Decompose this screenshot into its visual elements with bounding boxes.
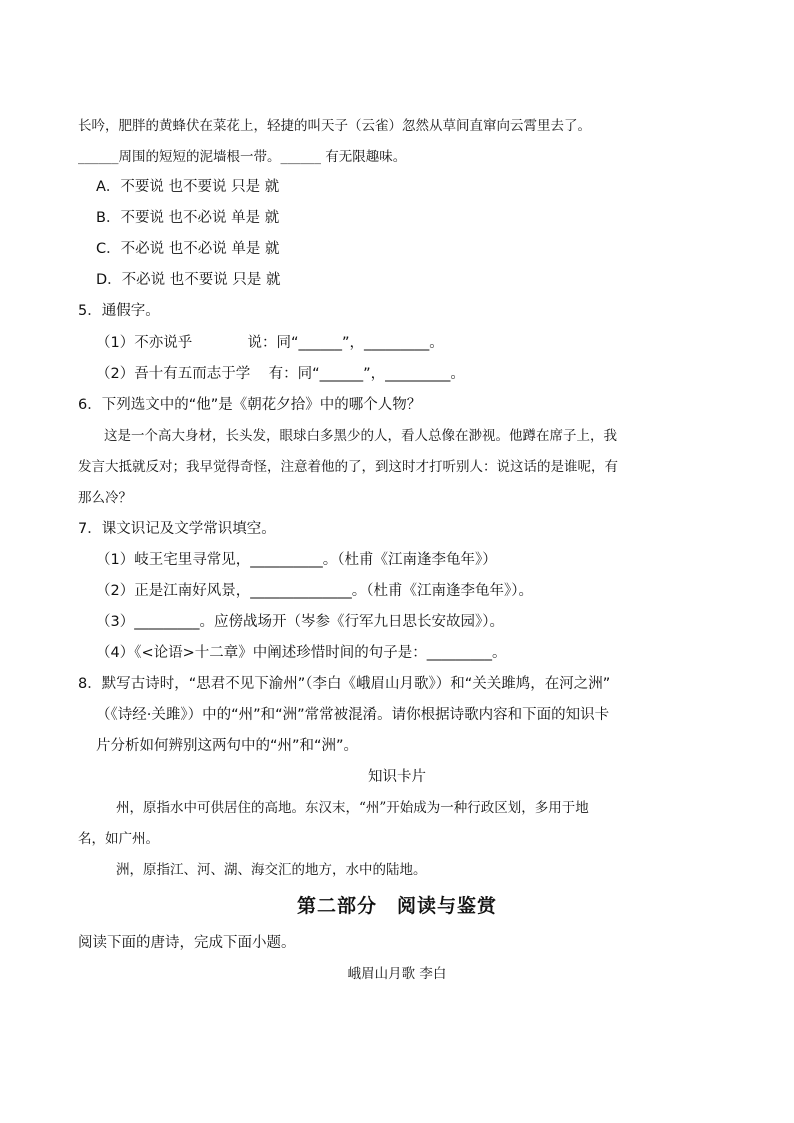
question-8-line-3: 片分析如何辨别这两句中的“州”和“洲”。 (96, 738, 359, 754)
knowledge-card-line-2: 名，如广州。 (78, 831, 159, 847)
question-8-line-2: （《诗经·关雎》）中的“州”和“洲”常常被混淆。请你根据诗歌内容和下面的知识卡 (96, 707, 610, 723)
part-2-heading: 第二部分 阅读与鉴赏 (296, 895, 497, 917)
question-5-stem: 5．通假字。 (78, 303, 160, 319)
question-7-item-1: （1）岐王宅里寻常见，__________。（杜甫《江南逢李龟年》） (96, 552, 497, 568)
question-7-item-4: （4）《<论语>十二章》中阐述珍惜时间的句子是：_________。 (96, 645, 507, 661)
option-c: C．不必说 也不必说 单是 就 (96, 241, 280, 257)
question-5-item-1: （1）不亦说乎 说：同“______”，_________。 (96, 335, 444, 351)
option-d: D．不必说 也不要说 只是 就 (96, 272, 281, 288)
passage-line-2: ______周围的短短的泥墙根一带。______ 有无限趣味。 (78, 149, 407, 165)
question-7-item-2: （2）正是江南好风景，______________。（杜甫《江南逢李龟年》）。 (96, 583, 533, 599)
question-7-item-3: （3）_________。应傍战场开（岑参《行军九日思长安故园》）。 (96, 614, 504, 630)
question-6-passage-1: 这是一个高大身材，长头发，眼球白多黑少的人，看人总像在渺视。他蹲在席子上，我 (104, 428, 617, 444)
part-2-intro: 阅读下面的唐诗，完成下面小题。 (78, 935, 296, 951)
poem-title: 峨眉山月歌 李白 (347, 966, 447, 982)
question-7-stem: 7．课文识记及文学常识填空。 (78, 521, 276, 537)
knowledge-card-line-1: 州，原指水中可供居住的高地。东汉末，“州”开始成为一种行政区划，多用于地 (116, 800, 589, 816)
question-6-passage-2: 发言大抵就反对；我早觉得奇怪，注意着他的了，到这时才打听别人：说这话的是谁呢，有 (78, 459, 618, 475)
question-8-line-1: 8．默写古诗时，“思君不见下渝州”（李白《峨眉山月歌》）和“关关雎鸠，在河之洲” (78, 676, 611, 692)
knowledge-card-title: 知识卡片 (368, 769, 426, 785)
option-a: A．不要说 也不要说 只是 就 (96, 179, 280, 195)
question-6-stem: 6．下列选文中的“他”是《朝花夕拾》中的哪个人物？ (78, 397, 422, 413)
question-5-item-2: （2）吾十有五而志于学 有：同“______”，_________。 (96, 366, 465, 382)
passage-line-1: 长吟，肥胖的黄蜂伏在菜花上，轻捷的叫天子（云雀）忽然从草间直窜向云霄里去了。 (78, 118, 591, 134)
question-6-passage-3: 那么冷？ (78, 490, 132, 506)
knowledge-card-line-3: 洲，原指江、河、湖、海交汇的地方，水中的陆地。 (116, 862, 427, 878)
option-b: B．不要说 也不必说 单是 就 (96, 210, 280, 226)
